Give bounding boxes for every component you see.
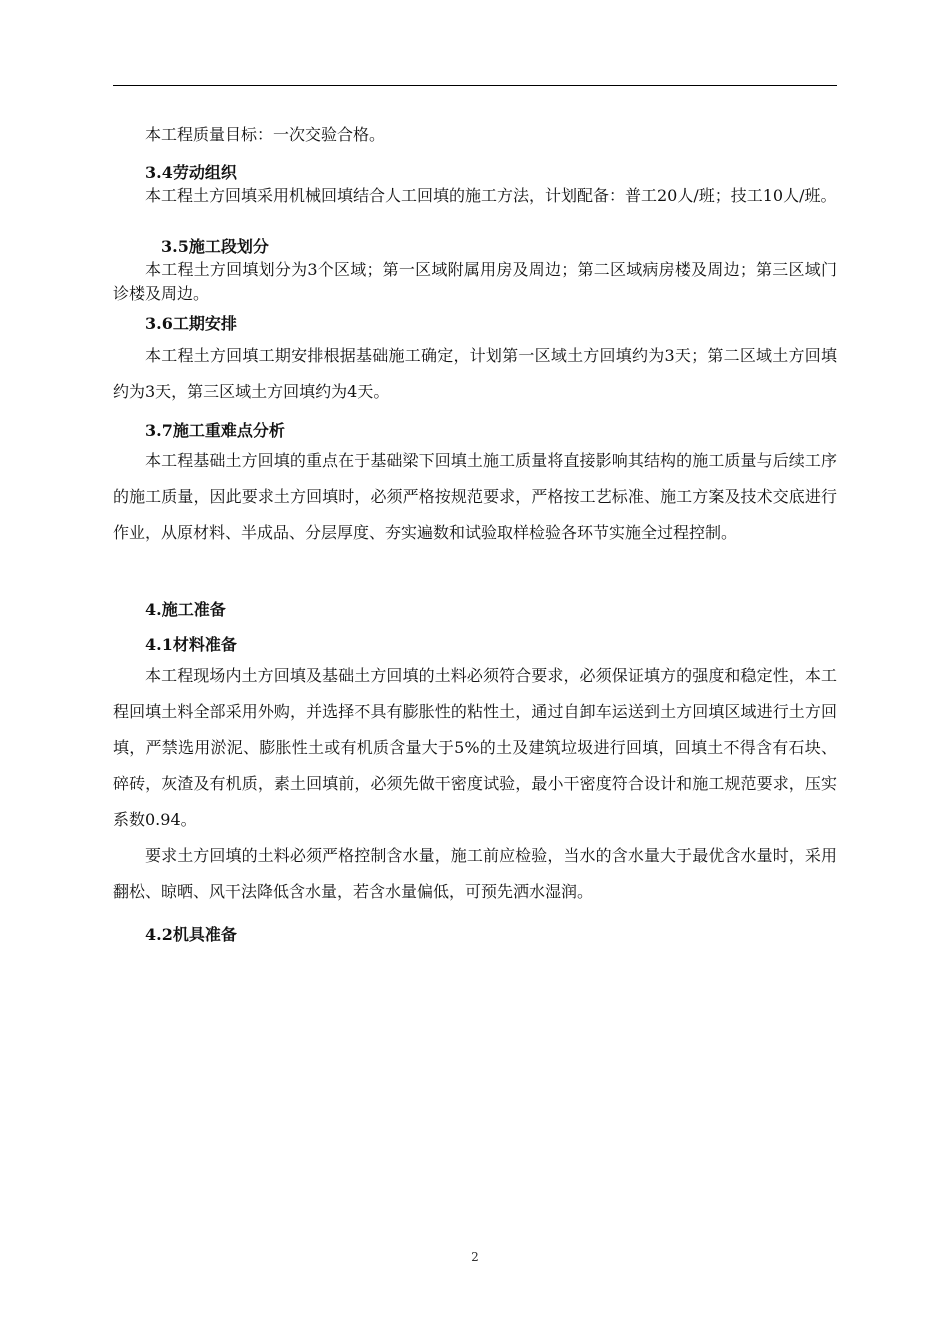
heading-3-7: 3.7施工重难点分析 [145, 421, 285, 440]
section-3-4-body [113, 184, 837, 208]
section-3-6-body [113, 338, 837, 410]
heading-3-5: 3.5施工段划分 [161, 237, 269, 256]
heading-3-4: 3.4劳动组织 [145, 163, 237, 182]
quality-goal-block [113, 123, 837, 147]
heading-4-1: 4.1材料准备 [145, 635, 237, 654]
section-3-6-text: 本工程土方回填工期安排根据基础施工确定，计划第一区域土方回填约为3天；第二区域土方回填约为3天，第三区域土方回填约为4天。 [113, 346, 837, 401]
section-4-1-text-1: 本工程现场内土方回填及基础土方回填的土料必须符合要求，必须保证填方的强度和稳定性，本工程回填土料全部采用外购，并选择不具有膨胀性的粘性土，通过自卸车运送到土方回填区域进行土方回填，严禁选用淤泥、膨胀性土或有机质含量大于5%的土及建筑垃圾进行回填，回填土不得含有石块、碎砖，灰渣及有机质，素土回填前，必须先做干密度试验，最小干密度符合设计和施工规范要求，压实系数0.94。 [113, 666, 837, 829]
heading-4-2: 4.2机具准备 [145, 925, 237, 944]
section-3-7-body [113, 443, 837, 551]
heading-3-6: 3.6工期安排 [145, 314, 237, 333]
quality-goal-text: 本工程质量目标：一次交验合格。 [145, 125, 386, 144]
section-4-1-body [113, 658, 837, 910]
page-number: 2 [471, 1250, 479, 1264]
section-4-1-text-2: 要求土方回填的土料必须严格控制含水量，施工前应检验，当水的含水量大于最优含水量时，采用翻松、晾晒、风干法降低含水量，若含水量偏低，可预先洒水湿润。 [113, 846, 837, 901]
section-3-4-text: 本工程土方回填采用机械回填结合人工回填的施工方法，计划配备：普工20人/班；技工10人/班。 [145, 186, 837, 205]
section-3-7-text: 本工程基础土方回填的重点在于基础梁下回填土施工质量将直接影响其结构的施工质量与后续工序的施工质量，因此要求土方回填时，必须严格按规范要求，严格按工艺标准、施工方案及技术交底进行作业，从原材料、半成品、分层厚度、夯实遍数和试验取样检验各环节实施全过程控制。 [113, 451, 837, 542]
section-3-5-text: 本工程土方回填划分为3个区域；第一区域附属用房及周边；第二区域病房楼及周边；第三区域门诊楼及周边。 [113, 260, 837, 303]
header-rule [113, 85, 837, 86]
section-3-5-body [113, 258, 837, 306]
heading-4: 4.施工准备 [145, 600, 226, 619]
